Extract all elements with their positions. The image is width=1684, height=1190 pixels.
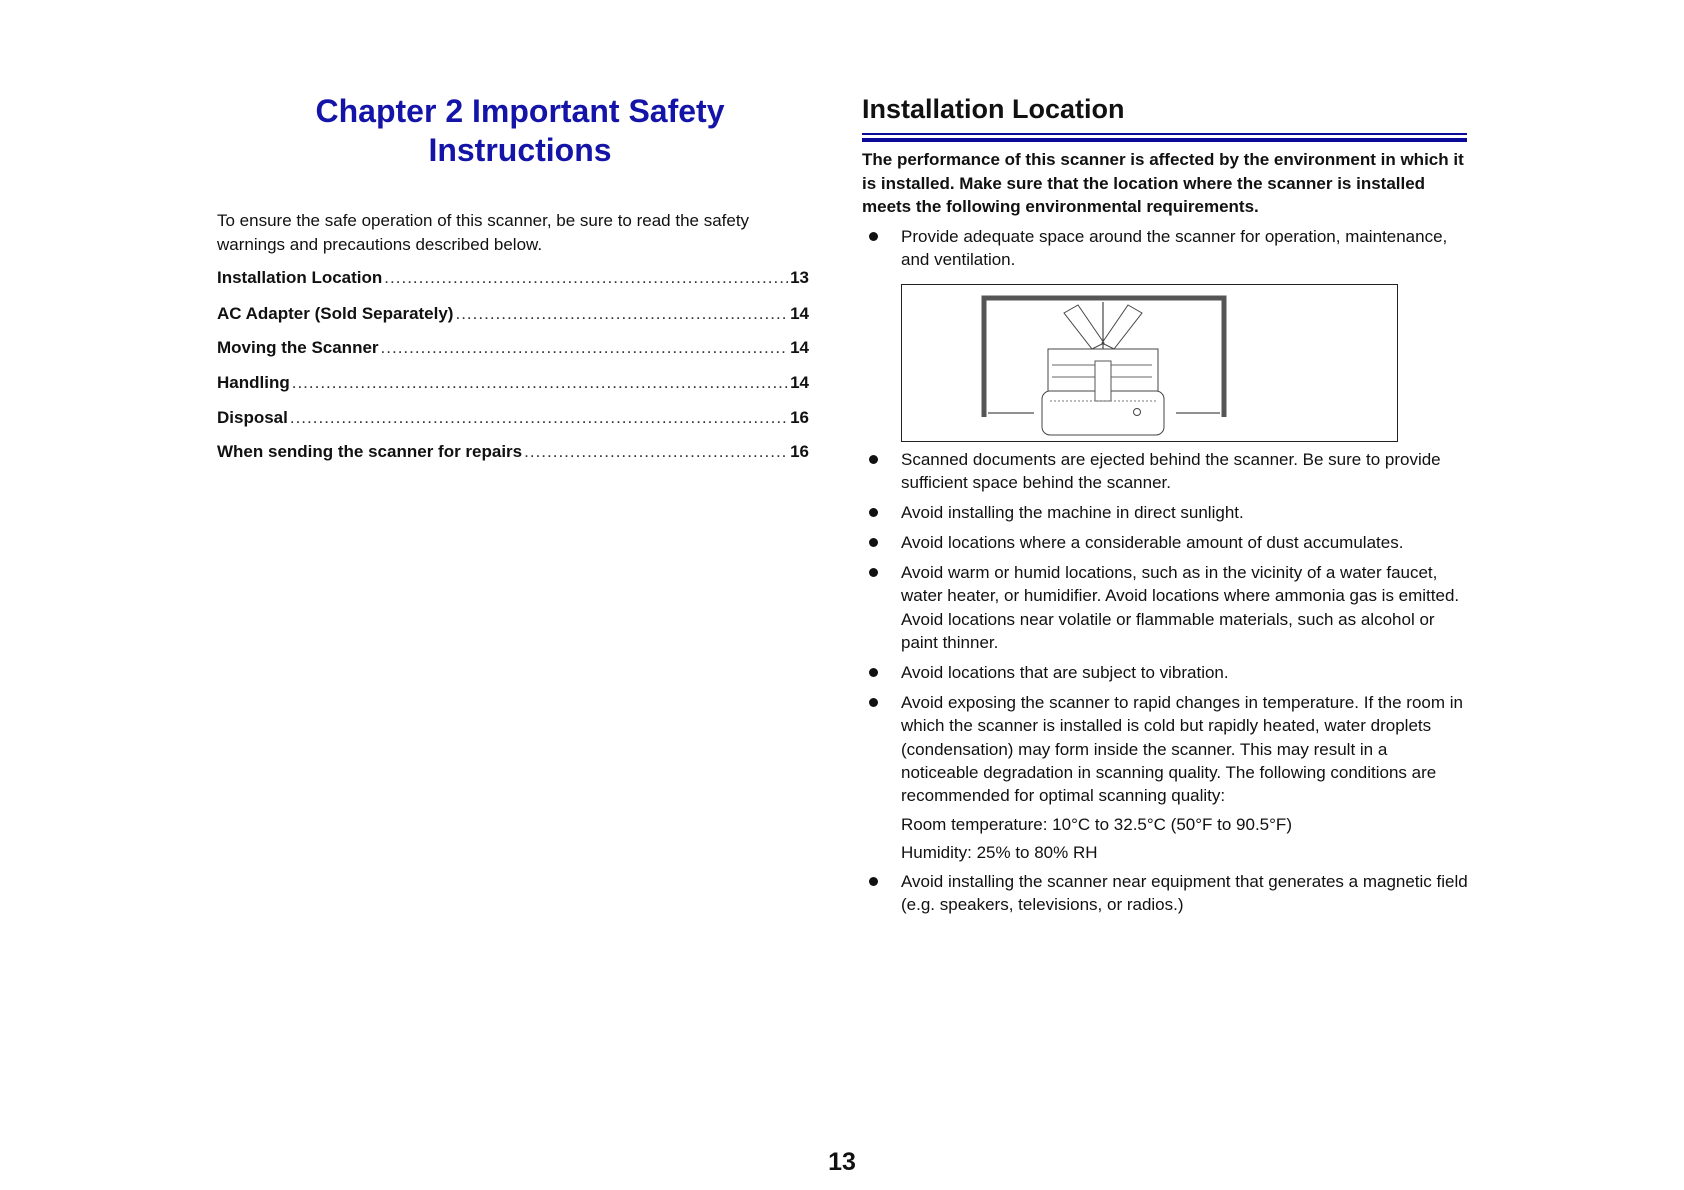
toc-label: Moving the Scanner: [217, 338, 379, 357]
toc-leader: [292, 372, 788, 394]
toc-page: 16: [790, 442, 809, 461]
scanner-space-diagram: [901, 284, 1398, 442]
toc-leader: [384, 267, 788, 289]
toc-page: 14: [790, 304, 809, 323]
toc-entry-handling[interactable]: [217, 372, 809, 394]
toc-entry-installation-location[interactable]: [217, 267, 809, 289]
bullet-text: Avoid exposing the scanner to rapid changes in temperature. If the room in which the scanner is installed is cold but rapidly heated, water droplets (condensation) may form inside the scanner. This may result in a noticeable degradation in scanning quality. The following conditions are recommended for optimal scanning quality:: [901, 693, 1463, 806]
toc-page: 14: [790, 373, 809, 392]
bullet-item: [869, 691, 1469, 807]
toc-leader: [381, 337, 789, 359]
toc-leader: [290, 407, 788, 429]
toc-entry-ac-adapter[interactable]: [217, 303, 809, 325]
toc-entry-repairs[interactable]: [217, 441, 809, 463]
toc-label: Handling: [217, 373, 290, 392]
chapter-title-line1: Chapter 2 Important Safety: [315, 93, 725, 129]
bullet-icon: [869, 568, 878, 577]
bullet-text: Provide adequate space around the scanner for operation, maintenance, and ventilation.: [901, 227, 1448, 270]
heading-rule-thick: [862, 138, 1467, 142]
bullet-icon: [869, 232, 878, 241]
bullet-text: Avoid locations that are subject to vibration.: [901, 663, 1229, 682]
toc-leader: [524, 441, 788, 463]
page-number: 13: [828, 1148, 856, 1176]
toc-label: When sending the scanner for repairs: [217, 442, 523, 461]
bullet-item: [869, 661, 1469, 684]
toc-entry-moving-scanner[interactable]: [217, 337, 809, 359]
bullet-text: Avoid locations where a considerable amount of dust accumulates.: [901, 533, 1404, 552]
bullet-item: [869, 501, 1469, 524]
bullet-icon: [869, 668, 878, 677]
bullet-icon: [869, 538, 878, 547]
bullet-icon: [869, 877, 878, 886]
bullet-text: Scanned documents are ejected behind the scanner. Be sure to provide sufficient space behind the scanner.: [901, 450, 1441, 493]
condition-temperature: Room temperature: 10°C to 32.5°C (50°F to 90.5°F): [901, 815, 1292, 834]
bullet-text: Avoid warm or humid locations, such as in the vicinity of a water faucet, water heater, or humidifier. Avoid locations where ammonia gas is emitted. Avoid locations near volatile or flammable materials, such as alcohol or paint thinner.: [901, 563, 1460, 652]
bullet-text: Avoid installing the scanner near equipment that generates a magnetic field (e.g. speakers, televisions, or radios.): [901, 872, 1468, 915]
bullet-item: [869, 531, 1469, 554]
toc-label: Installation Location: [217, 268, 383, 287]
toc-page: 16: [790, 408, 809, 427]
bullet-item: [869, 448, 1469, 495]
chapter-title: [217, 92, 823, 170]
bullet-item: [869, 561, 1469, 654]
bullet-icon: [869, 455, 878, 464]
toc-page: 14: [790, 338, 809, 357]
chapter-title-line2: Instructions: [428, 132, 612, 168]
bullet-item: [869, 870, 1469, 917]
condition-humidity: Humidity: 25% to 80% RH: [901, 843, 1098, 862]
toc-entry-disposal[interactable]: [217, 407, 809, 429]
toc-label: Disposal: [217, 408, 288, 427]
toc-label: AC Adapter (Sold Separately): [217, 304, 454, 323]
bullet-item: [869, 225, 1469, 272]
scanner-illustration: [902, 285, 1397, 441]
toc-leader: [455, 303, 788, 325]
bullet-icon: [869, 698, 878, 707]
intro-text: To ensure the safe operation of this scanner, be sure to read the safety warnings and precautions described below.: [217, 211, 750, 254]
bullet-icon: [869, 508, 878, 517]
lead-paragraph: The performance of this scanner is affected by the environment in which it is installed. Make sure that the location where the scanner is installed meets the following environmental requirements.: [862, 150, 1464, 216]
toc-page: 13: [790, 268, 809, 287]
section-heading: Installation Location: [862, 94, 1125, 124]
bullet-text: Avoid installing the machine in direct sunlight.: [901, 503, 1244, 522]
heading-rule-thin: [862, 133, 1467, 135]
